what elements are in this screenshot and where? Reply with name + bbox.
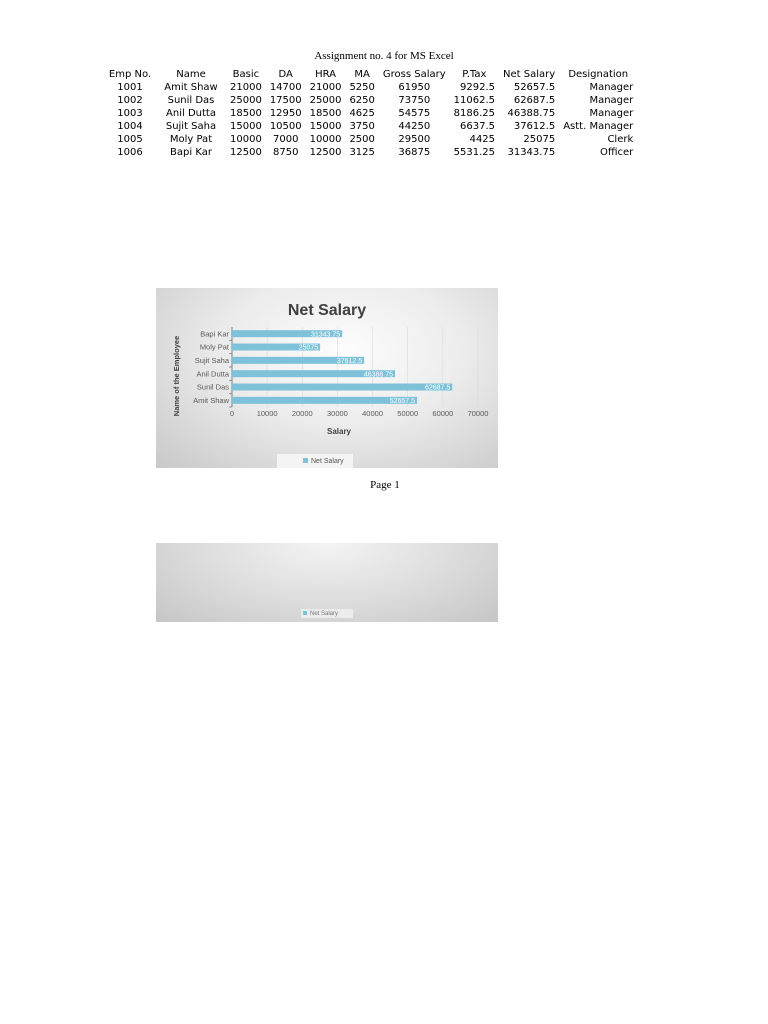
- ptax-cell: 9292.5: [460, 82, 496, 93]
- basic-cell: 18500: [230, 108, 262, 119]
- data-label: 37612.5: [336, 357, 363, 365]
- x-tick-label: 20000: [291, 409, 313, 418]
- designation-cell: Astt. Manager: [563, 121, 634, 132]
- gross-salary-cell: 61950: [398, 82, 431, 93]
- basic-cell: 10000: [230, 134, 262, 145]
- hra-cell: 12500: [309, 147, 342, 158]
- table-row: [104, 81, 637, 94]
- bar: [232, 384, 452, 391]
- x-tick-label: 40000: [362, 409, 384, 418]
- chart-canvas-continued: [156, 543, 498, 622]
- category-label: Bapi Kar: [200, 329, 229, 339]
- designation-cell: Manager: [589, 82, 634, 93]
- data-label: 31343.75: [310, 331, 341, 339]
- chart-bars: [232, 330, 452, 405]
- basic-cell: 15000: [230, 121, 262, 132]
- ma-cell: 5250: [349, 82, 375, 93]
- hra-cell: 21000: [309, 82, 342, 93]
- ma-cell: 6250: [349, 95, 375, 106]
- gross-salary-cell: 73750: [398, 95, 431, 106]
- x-tick-label: 0: [229, 409, 235, 418]
- name-cell: Bapi Kar: [170, 147, 212, 158]
- da-cell: 12950: [269, 108, 302, 119]
- table-row: [104, 146, 637, 159]
- document-title: Assignment no. 4 for MS Excel: [314, 50, 454, 62]
- name-cell: Amit Shaw: [164, 82, 218, 93]
- designation-cell: Clerk: [607, 134, 634, 145]
- net-salary-cell: 52657.5: [513, 82, 556, 93]
- emp-no-cell: 1006: [117, 147, 143, 158]
- gross-salary-cell: 29500: [398, 134, 431, 145]
- legend-label: Net Salary: [310, 611, 339, 617]
- net-salary-chart: [156, 288, 498, 468]
- chart-gridlines: [232, 327, 478, 407]
- ma-cell: 2500: [349, 134, 375, 145]
- x-tick-label: 50000: [397, 409, 419, 418]
- emp-no-cell: 1001: [117, 82, 143, 93]
- employee-table: [104, 68, 637, 159]
- column-header: Net Salary: [503, 69, 556, 80]
- x-tick-label: 60000: [432, 409, 454, 418]
- da-cell: 10500: [269, 121, 302, 132]
- designation-cell: Manager: [589, 95, 634, 106]
- designation-cell: Manager: [589, 108, 634, 119]
- column-header: DA: [278, 69, 293, 80]
- ma-cell: 4625: [349, 108, 375, 119]
- gross-salary-cell: 36875: [398, 147, 431, 158]
- designation-cell: Officer: [599, 147, 634, 158]
- net-salary-cell: 31343.75: [507, 147, 556, 158]
- chart-canvas: [156, 288, 498, 468]
- category-label: Anil Dutta: [196, 369, 229, 379]
- x-tick-labels: [230, 409, 489, 418]
- column-header: Name: [176, 69, 206, 80]
- table-row: [104, 94, 637, 107]
- ptax-cell: 8186.25: [453, 108, 496, 119]
- da-cell: 7000: [272, 134, 299, 145]
- legend-swatch: [303, 611, 307, 615]
- table-row: [104, 133, 637, 146]
- data-label: 52657.5: [389, 397, 416, 405]
- emp-no-cell: 1002: [117, 95, 143, 106]
- category-label: Amit Shaw: [193, 395, 229, 405]
- net-salary-cell: 62687.5: [513, 95, 556, 106]
- ptax-cell: 5531.25: [453, 147, 496, 158]
- emp-no-cell: 1003: [117, 108, 143, 119]
- data-label: 25075: [298, 344, 319, 352]
- x-tick-label: 10000: [256, 409, 278, 418]
- column-header: P.Tax: [462, 69, 487, 80]
- category-label: Sunil Das: [196, 382, 229, 392]
- column-header: Gross Salary: [382, 69, 446, 80]
- table-row: [104, 120, 637, 133]
- x-axis-title: Salary: [326, 427, 352, 436]
- da-cell: 17500: [269, 95, 302, 106]
- da-cell: 8750: [272, 147, 299, 158]
- category-label: Sujit Saha: [194, 355, 229, 365]
- category-label: Moly Pat: [199, 342, 229, 352]
- column-header: Emp No.: [108, 69, 152, 80]
- ptax-cell: 11062.5: [453, 95, 496, 106]
- table-row: [104, 107, 637, 120]
- column-header: Basic: [232, 69, 260, 80]
- name-cell: Anil Dutta: [166, 108, 216, 119]
- page-label: Page 1: [370, 479, 400, 491]
- legend-swatch: [303, 458, 308, 463]
- ma-cell: 3750: [349, 121, 375, 132]
- table-header-row: [104, 68, 637, 81]
- da-cell: 14700: [269, 82, 302, 93]
- category-labels: [193, 329, 232, 407]
- net-salary-cell: 25075: [523, 134, 556, 145]
- name-cell: Sunil Das: [167, 95, 215, 106]
- chart-legend: [277, 454, 353, 468]
- ma-cell: 3125: [349, 147, 375, 158]
- net-salary-cell: 46388.75: [507, 108, 556, 119]
- net-salary-chart-continued: [156, 543, 498, 622]
- x-tick-label: 30000: [326, 409, 348, 418]
- name-cell: Sujit Saha: [165, 121, 217, 132]
- emp-no-cell: 1005: [117, 134, 143, 145]
- data-label: 46388.75: [363, 371, 394, 379]
- x-tick-label: 70000: [467, 409, 489, 418]
- emp-no-cell: 1004: [117, 121, 143, 132]
- gross-salary-cell: 44250: [398, 121, 431, 132]
- column-header: HRA: [315, 69, 336, 80]
- basic-cell: 25000: [230, 95, 262, 106]
- y-axis-title: Name of the Employee: [172, 335, 181, 417]
- ptax-cell: 6637.5: [460, 121, 496, 132]
- hra-cell: 25000: [309, 95, 342, 106]
- basic-cell: 12500: [230, 147, 262, 158]
- data-label: 62687.5: [424, 384, 451, 392]
- chart-title: Net Salary: [287, 302, 367, 319]
- column-header: MA: [354, 69, 370, 80]
- hra-cell: 15000: [309, 121, 342, 132]
- name-cell: Moly Pat: [169, 134, 213, 145]
- ptax-cell: 4425: [469, 134, 496, 145]
- gross-salary-cell: 54575: [398, 108, 431, 119]
- hra-cell: 18500: [309, 108, 342, 119]
- basic-cell: 21000: [230, 82, 262, 93]
- hra-cell: 10000: [309, 134, 342, 145]
- column-header: Designation: [568, 69, 629, 80]
- net-salary-cell: 37612.5: [513, 121, 556, 132]
- legend-label: Net Salary: [311, 458, 344, 465]
